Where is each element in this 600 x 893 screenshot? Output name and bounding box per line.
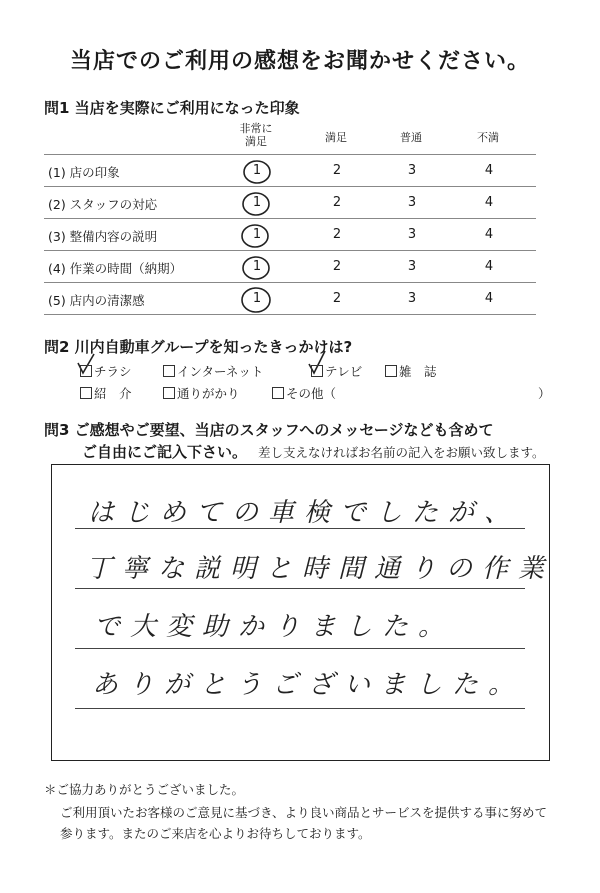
- row-label-store-impression: (1) 店の印象: [48, 165, 120, 180]
- handwritten-line: 丁寧な説明と時間通りの作業: [86, 554, 555, 584]
- selection-circle: [243, 193, 269, 215]
- rating-1[interactable]: 1: [252, 227, 262, 242]
- rating-1[interactable]: 1: [252, 291, 262, 306]
- row-label-maintenance-explanation: (3) 整備内容の説明: [48, 229, 158, 244]
- option-internet[interactable]: [163, 362, 263, 380]
- rating-1[interactable]: 1: [252, 163, 262, 178]
- question-3-title: 問3 ご感想やご要望、当店のスタッフへのメッセージなども含めて: [44, 421, 494, 439]
- rating-4[interactable]: 4: [484, 163, 494, 178]
- writing-line: [75, 648, 525, 649]
- question-2-title: 問2 川内自動車グループを知ったきっかけは?: [44, 338, 353, 356]
- column-header-normal: 普通: [400, 131, 422, 144]
- checkbox[interactable]: [163, 365, 175, 377]
- checkbox[interactable]: [311, 365, 323, 377]
- column-header-very-satisfied-line2: 満足: [245, 135, 267, 148]
- option-label: テレビ: [325, 364, 363, 379]
- question-3-note: 差し支えなければお名前の記入をお願い致します。: [258, 445, 545, 460]
- rating-4[interactable]: 4: [484, 195, 494, 210]
- selection-circle: [243, 257, 269, 279]
- option-label: その他（: [286, 386, 337, 401]
- option-magazine[interactable]: [385, 362, 437, 380]
- option-label: 通りがかり: [177, 386, 240, 401]
- rating-2[interactable]: 2: [332, 259, 342, 274]
- other-close-paren: ）: [538, 386, 551, 401]
- rating-3[interactable]: 3: [407, 259, 417, 274]
- rating-2[interactable]: 2: [332, 195, 342, 210]
- rating-3[interactable]: 3: [407, 195, 417, 210]
- handwritten-line: はじめての車検でしたが、: [88, 498, 521, 528]
- rating-3[interactable]: 3: [407, 163, 417, 178]
- selection-circle: [242, 288, 270, 312]
- rating-1[interactable]: 1: [252, 195, 262, 210]
- rating-4[interactable]: 4: [484, 259, 494, 274]
- rating-4[interactable]: 4: [484, 291, 494, 306]
- row-label-cleanliness: (5) 店内の清潔感: [48, 293, 145, 308]
- footer-line-1: ご利用頂いたお客様のご意見に基づき、より良い商品とサービスを提供する事に努めて: [60, 805, 548, 820]
- handwritten-line: で大変助かりました。: [94, 612, 455, 642]
- checkbox[interactable]: [163, 387, 175, 399]
- writing-line: [75, 588, 525, 589]
- option-label: 紹 介: [94, 386, 132, 401]
- column-header-satisfied: 満足: [325, 131, 347, 144]
- checkbox[interactable]: [80, 365, 92, 377]
- option-tv[interactable]: [311, 362, 362, 380]
- checkbox[interactable]: [272, 387, 284, 399]
- question-3-title-line2: ご自由にご記入下さい。: [82, 443, 248, 461]
- rating-2[interactable]: 2: [332, 291, 342, 306]
- checkbox[interactable]: [80, 387, 92, 399]
- row-label-work-time: (4) 作業の時間（納期）: [48, 261, 183, 276]
- option-referral[interactable]: [80, 384, 132, 402]
- option-label: 雑 誌: [399, 364, 437, 379]
- rating-4[interactable]: 4: [484, 227, 494, 242]
- row-label-staff-service: (2) スタッフの対応: [48, 197, 158, 212]
- option-passing-by[interactable]: [163, 384, 240, 402]
- rating-3[interactable]: 3: [407, 227, 417, 242]
- question-1-title: 問1 当店を実際にご利用になった印象: [44, 99, 300, 117]
- column-header-dissatisfied: 不満: [477, 131, 499, 144]
- footer-line-2: 参ります。またのご来店を心よりお待ちしております。: [60, 826, 371, 841]
- option-label: インターネット: [177, 364, 264, 379]
- selection-circle: [244, 161, 270, 183]
- selection-circle: [242, 225, 268, 247]
- rating-1[interactable]: 1: [252, 259, 262, 274]
- checkbox[interactable]: [385, 365, 397, 377]
- option-label: チラシ: [94, 364, 132, 379]
- rating-2[interactable]: 2: [332, 163, 342, 178]
- page-title: 当店でのご利用の感想をお聞かせください。: [69, 49, 530, 74]
- option-other[interactable]: [272, 384, 336, 402]
- option-flyer[interactable]: [80, 362, 132, 380]
- footer-thanks: ＊ご協力ありがとうございました。: [44, 782, 245, 797]
- rating-3[interactable]: 3: [407, 291, 417, 306]
- rating-2[interactable]: 2: [332, 227, 342, 242]
- writing-line: [75, 708, 525, 709]
- column-header-very-satisfied-line1: 非常に: [239, 122, 273, 135]
- handwritten-line: ありがとうございました。: [92, 670, 525, 700]
